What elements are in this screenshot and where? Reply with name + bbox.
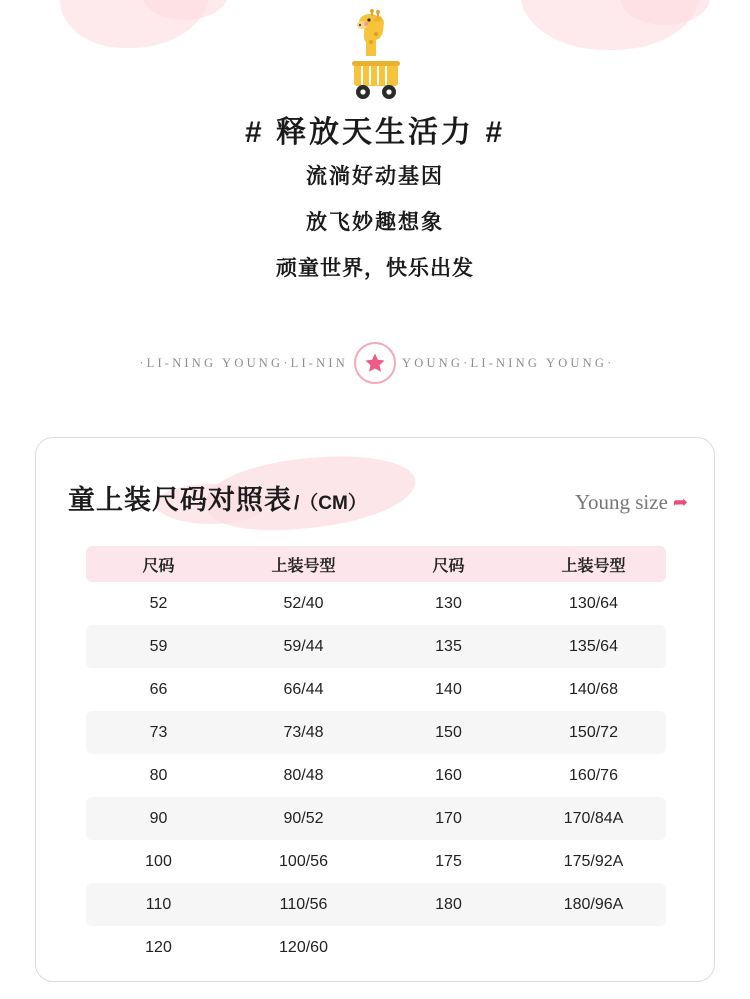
- table-header-row: [86, 546, 666, 582]
- table-cell: [376, 926, 521, 969]
- table-cell: 135: [376, 625, 521, 668]
- table-row: [86, 668, 666, 711]
- table-cell: 140/68: [569, 680, 618, 698]
- table-row: [86, 754, 666, 797]
- table-header-cell: 尺码: [86, 546, 231, 582]
- table-row: [86, 711, 666, 754]
- headline-line-3: 顽童世界，快乐出发: [276, 257, 474, 280]
- table-cell: 130/64: [569, 594, 618, 612]
- size-chart-card: [35, 437, 715, 982]
- table-header-cell: 尺码: [376, 546, 521, 582]
- table-cell: 160: [435, 766, 462, 784]
- page-title: # 释放天生活力 #: [244, 116, 506, 149]
- table-cell: 73/48: [231, 711, 376, 754]
- table-cell: 180: [376, 883, 521, 926]
- headline-block: [0, 112, 750, 292]
- table-row: [86, 840, 666, 883]
- table-row: [86, 582, 666, 625]
- table-cell: 130: [435, 594, 462, 612]
- table-cell: 90: [86, 797, 231, 840]
- card-header: [68, 478, 688, 517]
- table-cell: 73: [86, 711, 231, 754]
- table-cell: 110/56: [231, 883, 376, 926]
- li-ning-logo-icon: ➦: [672, 492, 688, 512]
- giraffe-cart-icon: [340, 8, 416, 104]
- table-row: [86, 926, 666, 969]
- table-cell: 150: [376, 711, 521, 754]
- table-cell: 135/64: [521, 625, 666, 668]
- table-cell: 160/76: [569, 766, 618, 784]
- table-cell: 110: [86, 883, 231, 926]
- star-icon: [363, 351, 387, 375]
- table-cell: 120: [145, 938, 172, 956]
- star-badge: [354, 342, 396, 384]
- card-unit: /（CM）: [294, 493, 367, 514]
- card-title-group: [68, 478, 367, 517]
- table-cell: 59: [86, 625, 231, 668]
- table-row: [86, 797, 666, 840]
- table-cell: 180/96A: [521, 883, 666, 926]
- headline-line-2: 放飞妙趣想象: [306, 211, 444, 234]
- headline-line-1: 流淌好动基因: [306, 165, 444, 188]
- table-cell: 100/56: [279, 852, 328, 870]
- table-cell: 66: [149, 680, 168, 698]
- table-cell: 80/48: [283, 766, 324, 784]
- table-cell: 59/44: [231, 625, 376, 668]
- table-cell: 52: [149, 594, 168, 612]
- table-cell: [521, 926, 666, 969]
- table-cell: 100: [145, 852, 172, 870]
- table-cell: 120/60: [279, 938, 328, 956]
- table-cell: 66/44: [283, 680, 324, 698]
- table-cell: 170/84A: [521, 797, 666, 840]
- card-title: 童上装尺码对照表: [68, 485, 292, 515]
- table-cell: 80: [149, 766, 168, 784]
- table-cell: 52/40: [283, 594, 324, 612]
- divider-text-left: ·LI-NING YOUNG·LI-NIN: [139, 355, 348, 370]
- table-cell: 175/92A: [563, 852, 624, 870]
- table-cell: 140: [435, 680, 462, 698]
- table-row: [86, 883, 666, 926]
- brand-divider: [0, 345, 750, 381]
- table-cell: 90/52: [231, 797, 376, 840]
- table-cell: 170: [376, 797, 521, 840]
- table-cell: 175: [435, 852, 462, 870]
- divider-text-right: YOUNG·LI-NING YOUNG·: [402, 355, 615, 370]
- brand-label: [575, 490, 688, 517]
- table-header-cell: 上装号型: [231, 546, 376, 582]
- size-table: [86, 546, 666, 969]
- table-cell: 150/72: [521, 711, 666, 754]
- brand-text: Young size: [574, 490, 668, 514]
- table-header-cell: 上装号型: [521, 546, 666, 582]
- table-row: [86, 625, 666, 668]
